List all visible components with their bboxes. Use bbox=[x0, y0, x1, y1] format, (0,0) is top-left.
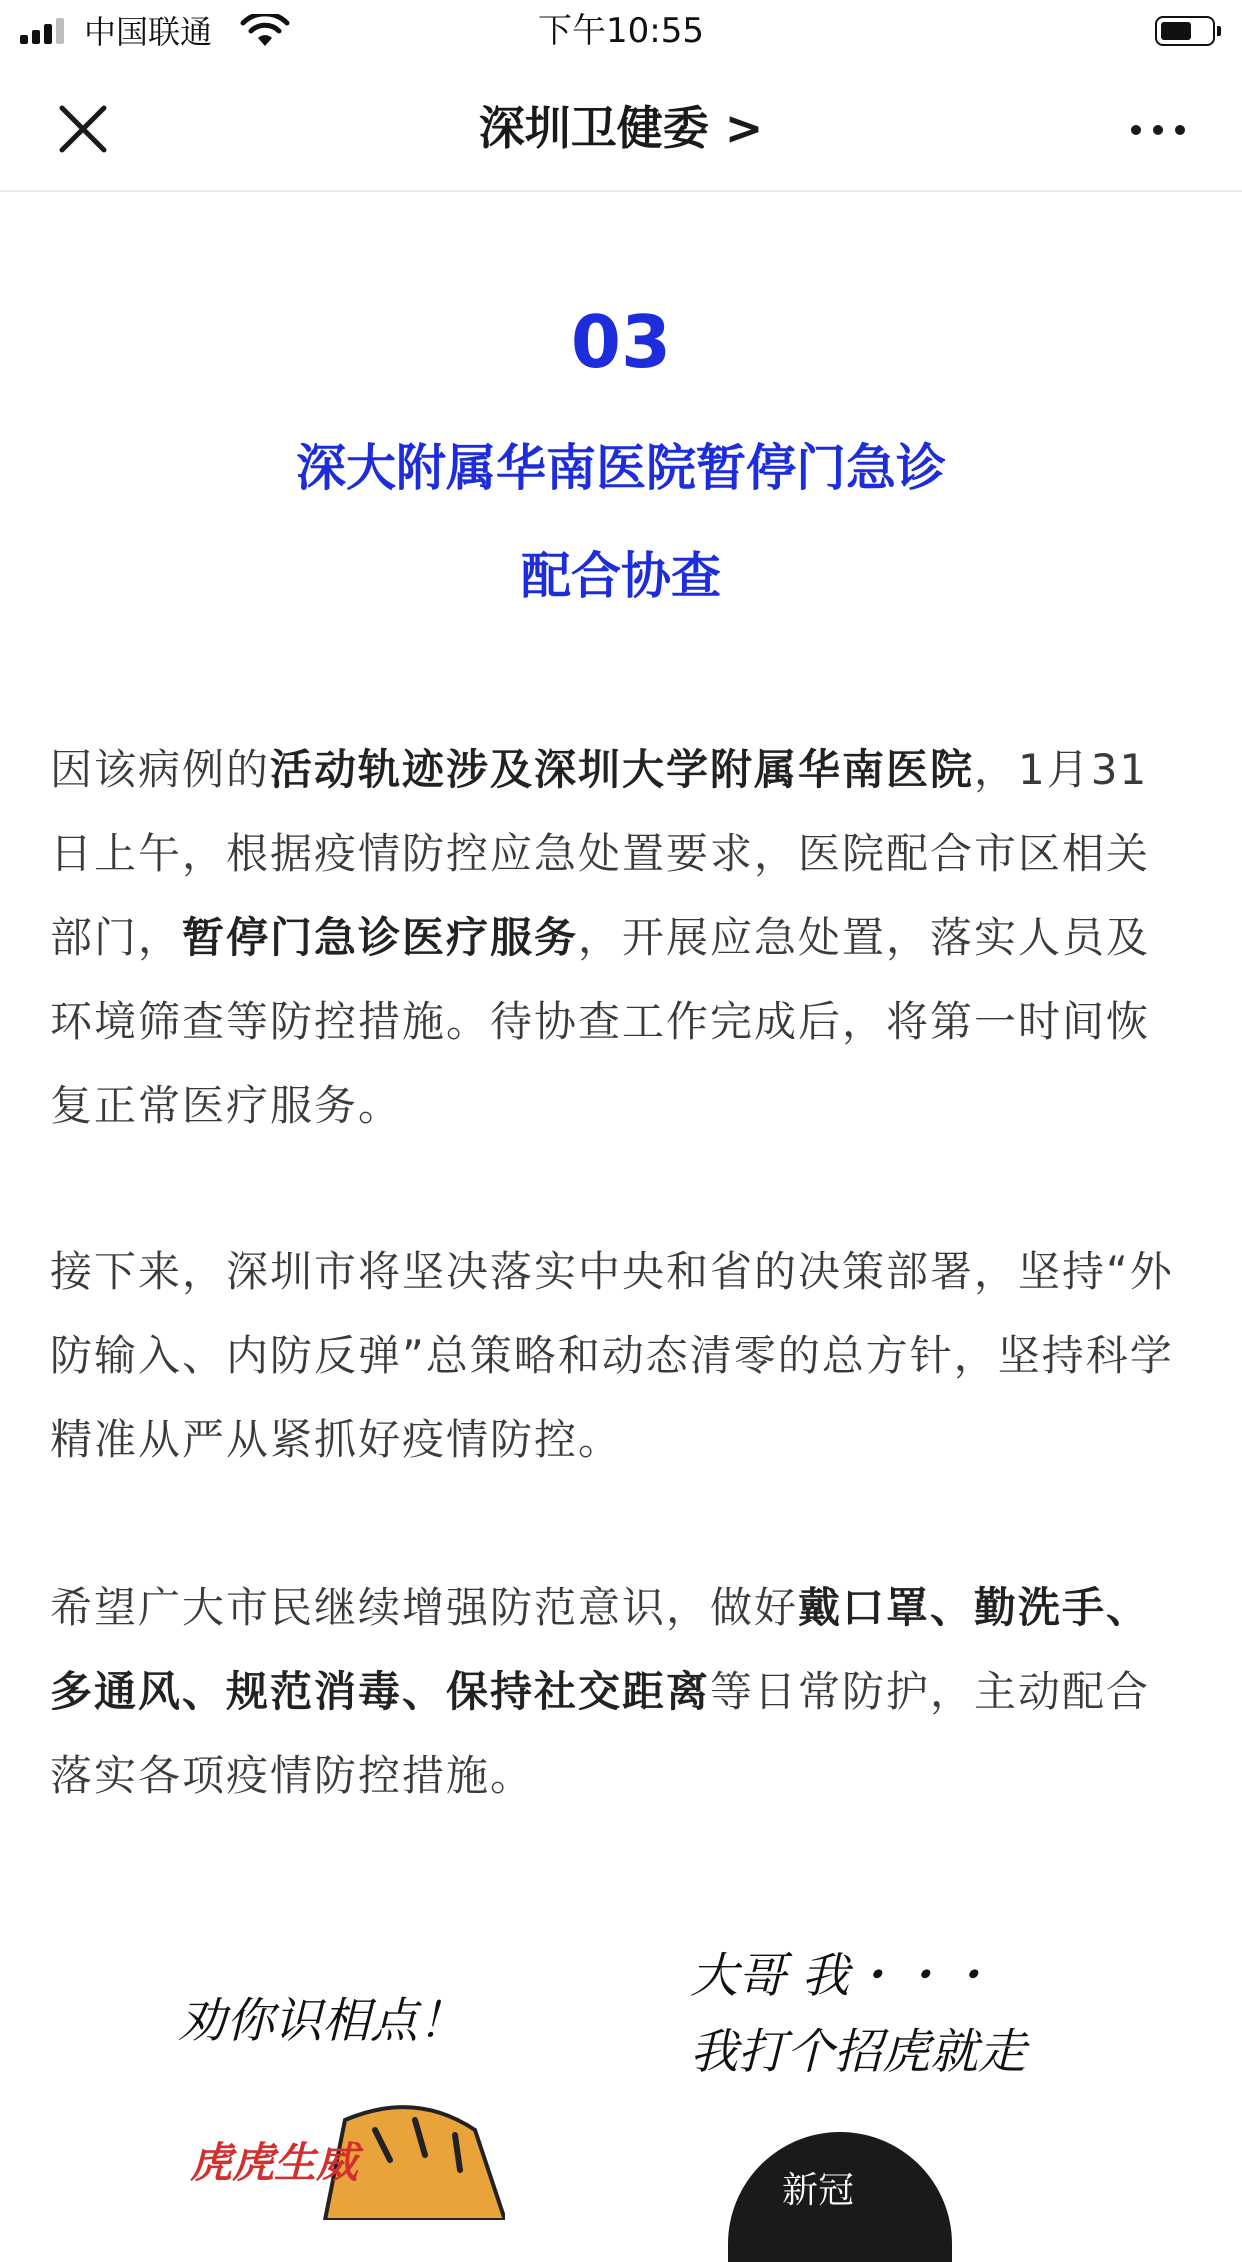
tiger-label: 虎虎生威 bbox=[190, 2138, 359, 2187]
article-paragraph-1 bbox=[50, 728, 1192, 1148]
section-number: 03 bbox=[570, 300, 672, 384]
nav-bar bbox=[0, 62, 1242, 192]
account-title-link[interactable]: 深圳卫健委 > bbox=[478, 101, 764, 155]
status-time: 下午10:55 bbox=[538, 11, 704, 51]
illustration-caption-right bbox=[690, 1938, 1026, 2090]
battery-icon bbox=[1155, 16, 1215, 46]
caption-right-line2: 我打个招虎就走 bbox=[690, 2024, 1027, 2080]
section-title-line1: 深大附属华南医院暂停门急诊 bbox=[296, 439, 946, 497]
bold-phrase: 暂停门急诊医疗服务 bbox=[182, 913, 579, 962]
caption-right-line1: 大哥 我・・・ bbox=[690, 1948, 994, 2004]
virus-label: 新冠 bbox=[782, 2170, 855, 2211]
section-title-line2: 配合协查 bbox=[521, 547, 721, 605]
text-run: 等日常防护，主动配合落实各项疫情防控措施。 bbox=[50, 1667, 1151, 1800]
status-bar bbox=[0, 0, 1242, 62]
text-run: 因该病例的 bbox=[50, 745, 271, 794]
text-run: ，开展应急处置，落实人员及环境筛查等防控措施。待协查工作完成后，将第一时间恢复正常医疗服务。 bbox=[50, 913, 1151, 1130]
illustration-caption-left: 劝你识相点！ bbox=[178, 1993, 467, 2049]
bold-phrase: 活动轨迹涉及深圳大学附属华南医院 bbox=[270, 745, 975, 794]
more-options-icon[interactable] bbox=[1125, 106, 1191, 150]
text-run: 希望广大市民继续增强防范意识，做好 bbox=[50, 1583, 799, 1632]
cartoon-illustration bbox=[0, 1900, 1242, 2211]
article-paragraph-3 bbox=[50, 1566, 1192, 1818]
text-run: ，1月31日上午，根据疫情防控应急处置要求，医院配合市区相关部门， bbox=[50, 745, 1151, 962]
carrier-name: 中国联通 bbox=[84, 13, 213, 51]
article-paragraph-2: 接下来，深圳市将坚决落实中央和省的决策部署，坚持“外防输入、内防反弹”总策略和动态清零的总方针，坚持科学精准从严从紧抓好疫情防控。 bbox=[50, 1247, 1174, 1464]
bold-phrase: 戴口罩、勤洗手、多通风、规范消毒、保持社交距离 bbox=[50, 1583, 1151, 1716]
